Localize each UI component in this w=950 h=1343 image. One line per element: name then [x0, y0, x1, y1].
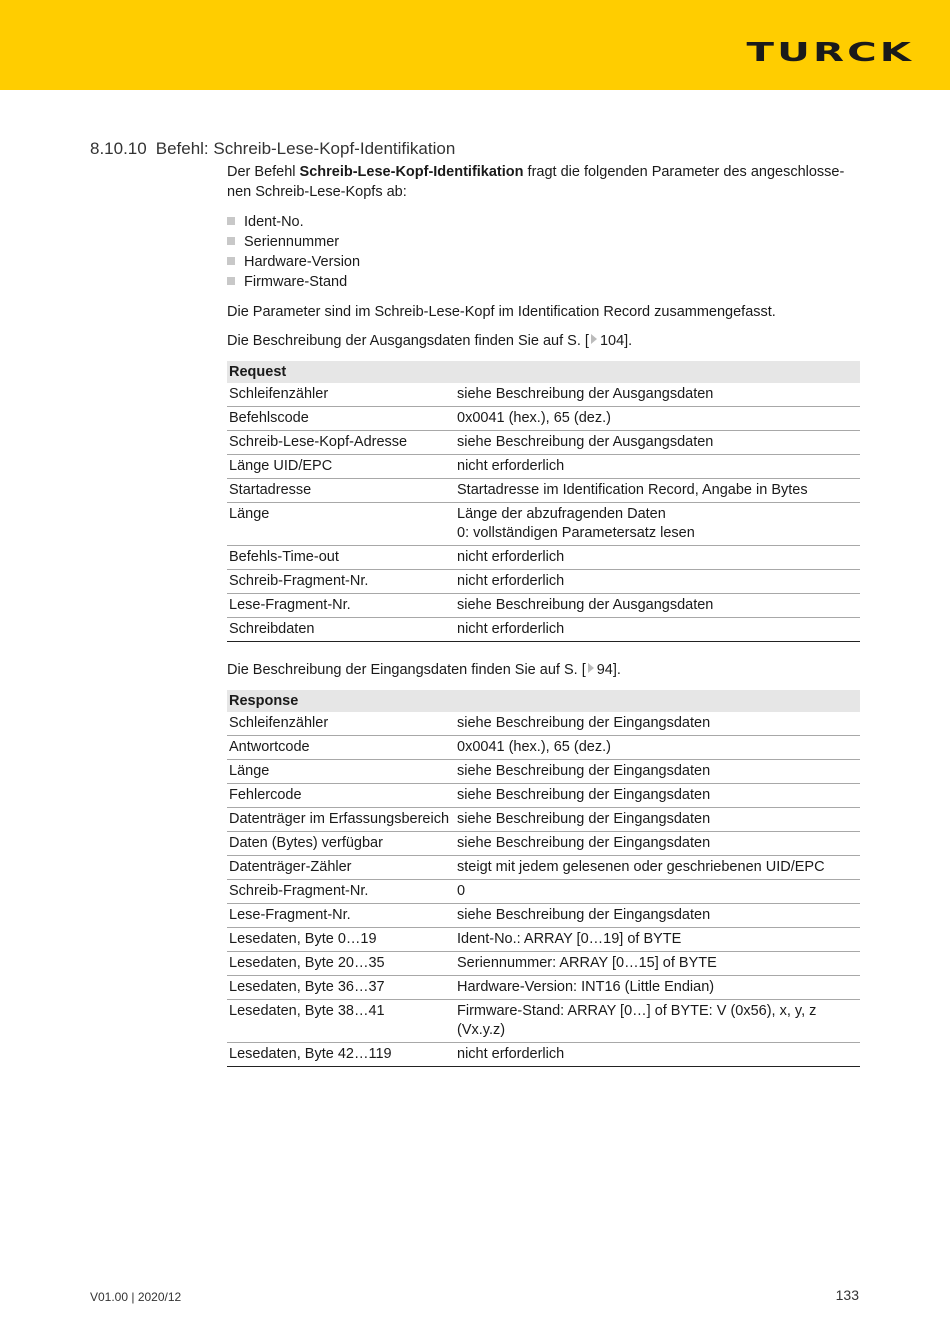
request-param-name: Befehlscode — [227, 407, 455, 431]
response-row — [227, 952, 860, 976]
request-param-value — [455, 546, 860, 570]
request-value-line: 0: vollständigen Parametersatz lesen — [457, 525, 695, 541]
response-row — [227, 736, 860, 760]
request-value-line: nicht erforderlich — [457, 458, 565, 474]
request-param-name: Schleifenzähler — [227, 383, 455, 407]
response-row — [227, 880, 860, 904]
page-number: 133 — [835, 1287, 859, 1303]
intro-text-post: fragt die folgenden Parameter des angeschlosse-nen Schreib-Lese-Kopfs ab: — [227, 164, 845, 200]
response-row — [227, 784, 860, 808]
footer-version: V01.00 | 2020/12 — [90, 1290, 182, 1304]
output-reference — [227, 331, 860, 351]
response-param-value — [455, 832, 860, 856]
intro-text-pre: Der Befehl — [227, 164, 300, 180]
response-value-line: siehe Beschreibung der Eingangsdaten — [457, 835, 711, 851]
parameter-list-item: Hardware-Version — [227, 252, 860, 272]
response-param-value — [455, 952, 860, 976]
response-table-header: Response — [227, 690, 860, 712]
response-param-value — [455, 712, 860, 736]
record-paragraph: Die Parameter sind im Schreib-Lese-Kopf im Identification Record zusammengefasst. — [227, 304, 776, 320]
response-param-name: Datenträger im Erfassungsbereich — [227, 808, 455, 832]
response-row — [227, 832, 860, 856]
response-param-name: Lesedaten, Byte 0…19 — [227, 928, 455, 952]
response-value-line: siehe Beschreibung der Eingangsdaten — [457, 715, 711, 731]
request-table — [227, 361, 860, 642]
response-row — [227, 760, 860, 784]
request-param-value — [455, 431, 860, 455]
intro-paragraph — [227, 162, 860, 202]
request-param-value — [455, 383, 860, 407]
response-param-value — [455, 1000, 860, 1043]
response-param-name: Lesedaten, Byte 36…37 — [227, 976, 455, 1000]
request-param-value — [455, 407, 860, 431]
bracket-close: ]. — [612, 662, 621, 678]
output-reference-text: Die Beschreibung der Ausgangsdaten finden Sie auf S. — [227, 333, 585, 349]
response-table — [227, 690, 860, 1067]
bracket-open: [ — [581, 662, 586, 678]
request-value-line: 0x0041 (hex.), 65 (dez.) — [457, 410, 611, 426]
response-row — [227, 808, 860, 832]
section-heading — [90, 139, 455, 159]
request-param-name: Länge UID/EPC — [227, 455, 455, 479]
request-param-name: Schreib-Fragment-Nr. — [227, 570, 455, 594]
response-param-name: Lesedaten, Byte 20…35 — [227, 952, 455, 976]
response-param-value — [455, 784, 860, 808]
request-param-value — [455, 618, 860, 642]
parameter-list — [227, 212, 860, 292]
main-content — [227, 162, 860, 1085]
parameter-list-item: Firmware-Stand — [227, 272, 860, 292]
request-row — [227, 503, 860, 546]
request-param-name: Schreibdaten — [227, 618, 455, 642]
response-param-name: Lesedaten, Byte 38…41 — [227, 1000, 455, 1043]
response-param-name: Antwortcode — [227, 736, 455, 760]
response-param-value — [455, 976, 860, 1000]
request-param-name: Lese-Fragment-Nr. — [227, 594, 455, 618]
response-value-line: 0x0041 (hex.), 65 (dez.) — [457, 739, 611, 755]
request-value-line: nicht erforderlich — [457, 621, 565, 637]
request-row — [227, 455, 860, 479]
request-row — [227, 407, 860, 431]
request-param-name: Schreib-Lese-Kopf-Adresse — [227, 431, 455, 455]
response-param-value — [455, 928, 860, 952]
request-row — [227, 546, 860, 570]
response-param-value — [455, 760, 860, 784]
response-param-value — [455, 856, 860, 880]
request-value-line: nicht erforderlich — [457, 573, 565, 589]
request-param-value — [455, 570, 860, 594]
page-ref-arrow-icon — [591, 334, 597, 344]
request-param-name: Länge — [227, 503, 455, 546]
response-param-value — [455, 736, 860, 760]
response-param-name: Fehlercode — [227, 784, 455, 808]
request-table-header: Request — [227, 361, 860, 383]
request-row — [227, 431, 860, 455]
response-value-line: siehe Beschreibung der Eingangsdaten — [457, 787, 711, 803]
response-param-value — [455, 904, 860, 928]
request-param-value — [455, 455, 860, 479]
request-value-line: siehe Beschreibung der Ausgangsdaten — [457, 434, 714, 450]
request-value-line: nicht erforderlich — [457, 549, 565, 565]
input-page-link[interactable]: 94 — [596, 662, 613, 678]
request-value-line: siehe Beschreibung der Ausgangsdaten — [457, 386, 714, 402]
request-row — [227, 479, 860, 503]
response-value-line: Seriennummer: ARRAY [0…15] of BYTE — [457, 955, 717, 971]
response-value-line: siehe Beschreibung der Eingangsdaten — [457, 907, 711, 923]
response-value-line: Hardware-Version: INT16 (Little Endian) — [457, 979, 715, 995]
request-param-value — [455, 479, 860, 503]
parameter-list-item: Seriennummer — [227, 232, 860, 252]
response-param-name: Lesedaten, Byte 42…119 — [227, 1043, 455, 1067]
response-row — [227, 976, 860, 1000]
request-param-name: Befehls-Time-out — [227, 546, 455, 570]
response-row — [227, 1043, 860, 1067]
output-page-link[interactable]: 104 — [599, 333, 625, 349]
response-param-name: Lese-Fragment-Nr. — [227, 904, 455, 928]
request-value-line: siehe Beschreibung der Ausgangsdaten — [457, 597, 714, 613]
section-title: Befehl: Schreib-Lese-Kopf-Identifikation — [155, 139, 456, 158]
response-value-line: 0 — [457, 883, 466, 899]
request-value-line: Länge der abzufragenden Daten — [457, 506, 666, 522]
bracket-open: [ — [584, 333, 589, 349]
response-row — [227, 712, 860, 736]
request-row — [227, 570, 860, 594]
response-param-value — [455, 808, 860, 832]
response-param-name: Schreib-Fragment-Nr. — [227, 880, 455, 904]
response-param-name: Schleifenzähler — [227, 712, 455, 736]
command-name: Schreib-Lese-Kopf-Identifikation — [299, 164, 524, 180]
input-reference — [227, 660, 860, 680]
response-param-value — [455, 1043, 860, 1067]
response-row — [227, 1000, 860, 1043]
response-value-line: siehe Beschreibung der Eingangsdaten — [457, 763, 711, 779]
bracket-close: ]. — [624, 333, 633, 349]
response-param-value — [455, 880, 860, 904]
response-value-line: Ident-No.: ARRAY [0…19] of BYTE — [457, 931, 682, 947]
response-value-line: nicht erforderlich — [457, 1046, 565, 1062]
response-param-name: Daten (Bytes) verfügbar — [227, 832, 455, 856]
request-row — [227, 594, 860, 618]
input-reference-text: Die Beschreibung der Eingangsdaten finden Sie auf S. — [227, 662, 582, 678]
header-band — [0, 0, 950, 90]
turck-logo: TURCK — [746, 38, 914, 68]
parameter-list-item: Ident-No. — [227, 212, 860, 232]
response-value-line: siehe Beschreibung der Eingangsdaten — [457, 811, 711, 827]
response-value-line: steigt mit jedem gelesenen oder geschriebenen UID/EPC — [457, 859, 825, 875]
request-value-line: Startadresse im Identification Record, Angabe in Bytes — [457, 482, 808, 498]
response-value-line: Firmware-Stand: ARRAY [0…] of BYTE: V (0x56), x, y, z (Vx.y.z) — [457, 1003, 817, 1038]
response-param-name: Datenträger-Zähler — [227, 856, 455, 880]
response-param-name: Länge — [227, 760, 455, 784]
request-param-name: Startadresse — [227, 479, 455, 503]
response-row — [227, 928, 860, 952]
request-row — [227, 383, 860, 407]
request-param-value — [455, 503, 860, 546]
section-number: 8.10.10 — [90, 139, 147, 158]
response-row — [227, 904, 860, 928]
request-param-value — [455, 594, 860, 618]
response-row — [227, 856, 860, 880]
request-row — [227, 618, 860, 642]
page-ref-arrow-icon — [588, 663, 594, 673]
